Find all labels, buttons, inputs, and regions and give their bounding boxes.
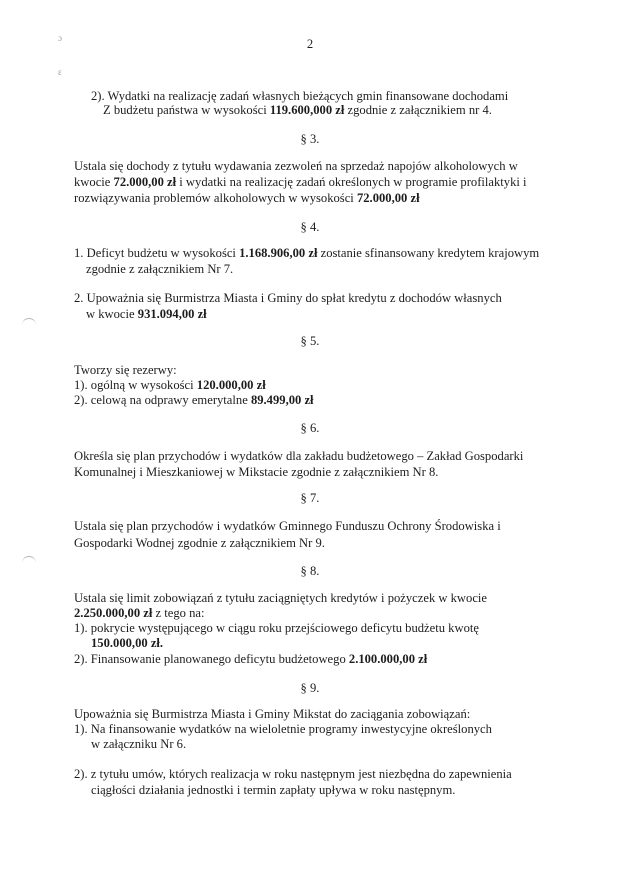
section-3-line-3: rozwiązywania problemów alkoholowych w wysokości 72.000,00 zł	[74, 191, 420, 205]
scan-mark-top: ɔ	[58, 33, 62, 43]
amount: 931.094,00 zł	[137, 307, 207, 321]
section-9-line-1: Upoważnia się Burmistrza Miasta i Gminy Mikstat do zaciągania zobowiązań:	[74, 707, 471, 721]
section-5-line-2: 1). ogólną w wysokości 120.000,00 zł	[74, 378, 266, 392]
amount: 2.250.000,00 zł	[74, 606, 153, 620]
section-5-line-1: Tworzy się rezerwy:	[74, 363, 177, 377]
amount: 150.000,00 zł.	[91, 636, 164, 650]
amount: 2.100.000,00 zł	[348, 652, 428, 666]
section-8-heading: § 8.	[300, 564, 320, 578]
item-2-line-1: 2). Wydatki na realizację zadań własnych bieżących gmin finansowane dochodami	[91, 89, 509, 103]
section-7-line-1: Ustala się plan przychodów i wydatków Gminnego Funduszu Ochrony Środowiska i	[74, 519, 501, 533]
amount: 119.600,000 zł	[269, 103, 345, 117]
scan-arc-mark	[22, 318, 36, 329]
amount: 1.168.906,00 zł	[239, 246, 318, 260]
amount: 89.499,00 zł	[250, 393, 314, 407]
section-8-line-2: 2.250.000,00 zł z tego na:	[74, 606, 205, 620]
section-9-line-2: 1). Na finansowanie wydatków na wieloletnie programy inwestycyjne określonych	[74, 722, 492, 736]
section-7-line-2: Gospodarki Wodnej zgodnie z załącznikiem Nr 9.	[74, 536, 325, 550]
amount: 120.000,00 zł	[196, 378, 266, 392]
section-5-line-3: 2). celową na odprawy emerytalne 89.499,00 zł	[74, 393, 314, 407]
section-3-line-1: Ustala się dochody z tytułu wydawania zezwoleń na sprzedaż napojów alkoholowych w	[74, 159, 518, 173]
section-9-line-5: ciągłości działania jednostki i termin zapłaty upływa w roku następnym.	[91, 783, 456, 797]
section-9-line-3: w załączniku Nr 6.	[91, 737, 187, 751]
section-3-line-2: kwocie 72.000,00 zł i wydatki na realizację zadań określonych w programie profilaktyki i	[74, 175, 527, 189]
section-8-line-3: 1). pokrycie występującego w ciągu roku przejściowego deficytu budżetu kwotę	[74, 621, 479, 635]
section-8-line-5: 2). Finansowanie planowanego deficytu budżetowego 2.100.000,00 zł	[74, 652, 428, 666]
section-7-heading: § 7.	[300, 491, 320, 505]
section-4-heading: § 4.	[300, 220, 320, 234]
section-8-line-1: Ustala się limit zobowiązań z tytułu zaciągniętych kredytów i pożyczek w kwocie	[74, 591, 487, 605]
section-4-item-2-line-2: w kwocie 931.094,00 zł	[86, 307, 207, 321]
section-4-item-1-line-2: zgodnie z załącznikiem Nr 7.	[86, 262, 234, 276]
section-6-line-1: Określa się plan przychodów i wydatków dla zakładu budżetowego – Zakład Gospodarki	[74, 449, 524, 463]
section-3-heading: § 3.	[300, 132, 320, 146]
amount: 72.000,00 zł	[356, 191, 420, 205]
section-6-line-2: Komunalnej i Mieszkaniowej w Mikstacie zgodnie z załącznikiem Nr 8.	[74, 465, 439, 479]
section-8-line-4	[91, 635, 163, 652]
scan-mark-second: ε	[58, 67, 62, 77]
section-4-item-2-line-1: 2. Upoważnia się Burmistrza Miasta i Gminy do spłat kredytu z dochodów własnych	[74, 291, 502, 305]
section-4-item-1-line-1: 1. Deficyt budżetu w wysokości 1.168.906,00 zł zostanie sfinansowany kredytem krajowym	[74, 246, 540, 260]
section-9-line-4: 2). z tytułu umów, których realizacja w roku następnym jest niezbędna do zapewnienia	[74, 767, 512, 781]
page-number: 2	[306, 37, 314, 51]
section-9-heading: § 9.	[300, 681, 320, 695]
section-5-heading: § 5.	[300, 334, 320, 348]
item-2-line-2: Z budżetu państwa w wysokości 119.600,000 zł zgodnie z załącznikiem nr 4.	[103, 103, 492, 117]
amount: 72.000,00 zł	[113, 175, 177, 189]
section-6-heading: § 6.	[300, 421, 320, 435]
